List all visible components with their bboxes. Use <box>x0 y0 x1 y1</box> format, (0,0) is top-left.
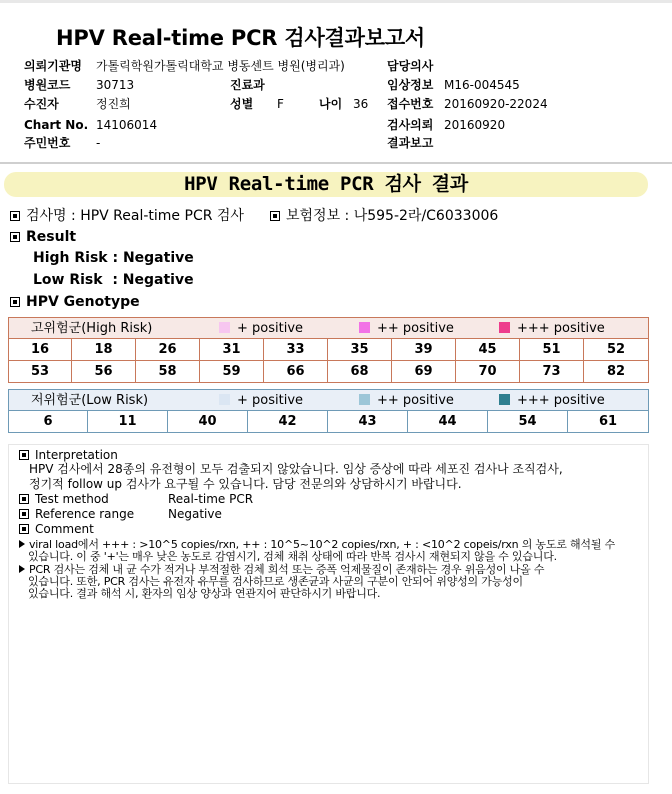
chart-no-value: 14106014 <box>96 118 158 132</box>
genotype-cell: 31 <box>200 339 264 361</box>
legend-plus-plus: ++ positive <box>359 320 454 337</box>
test-name-line: 검사명 : HPV Real-time PCR 검사 <box>10 208 244 225</box>
genotype-cell: 40 <box>168 411 248 433</box>
genotype-cell: 6 <box>8 411 88 433</box>
high-risk-row-2 <box>8 361 649 383</box>
genotype-cell: 42 <box>248 411 328 433</box>
test-method-value: Real-time PCR <box>168 492 254 506</box>
legend-plus: + positive <box>219 320 303 337</box>
request-date-label: 검사의뢰 <box>387 118 434 132</box>
low-risk-label: 저위험군(Low Risk) <box>31 393 149 408</box>
genotype-cell: 68 <box>328 361 392 383</box>
square-bullet-icon <box>19 524 29 534</box>
comment-label: Comment <box>19 522 94 536</box>
comment-note-2a: PCR 검사는 검체 내 균 수가 적거나 부적절한 검체 희석 또는 증폭 억제물질이 존재하는 경우 위음성이 나올 수 <box>19 564 544 575</box>
result-banner <box>4 172 648 197</box>
legend-swatch <box>499 322 510 333</box>
genotype-cell: 69 <box>392 361 456 383</box>
genotype-cell: 82 <box>584 361 649 383</box>
sex-value: F <box>277 97 284 111</box>
genotype-cell: 56 <box>72 361 136 383</box>
high-risk-label: 고위험군(High Risk) <box>31 321 153 336</box>
hospital-code-value: 30713 <box>96 78 135 92</box>
square-bullet-icon <box>19 494 29 504</box>
legend-swatch <box>219 322 230 333</box>
square-bullet-icon <box>10 297 20 307</box>
high-risk-result: High Risk : Negative <box>33 250 194 266</box>
comment-note-2c: 있습니다. 결과 해석 시, 환자의 임상 양상과 연관지어 판단하시기 바랍니다. <box>28 587 381 600</box>
legend-swatch <box>499 394 510 405</box>
genotype-cell: 18 <box>72 339 136 361</box>
low-risk-result: Low Risk : Negative <box>33 272 194 288</box>
hospital-code-label: 병원코드 <box>24 78 71 92</box>
resident-no-value: - <box>96 136 101 150</box>
legend-plus-plus-plus: +++ positive <box>499 392 605 409</box>
genotype-cell: 39 <box>392 339 456 361</box>
sex-label: 성별 <box>230 97 254 111</box>
interpretation-text-1: HPV 검사에서 28종의 유전형이 모두 검출되지 않았습니다. 임상 증상에 따라 세포진 검사나 조직검사, <box>29 462 563 476</box>
genotype-cell: 44 <box>408 411 488 433</box>
high-risk-row-1 <box>8 339 649 361</box>
triangle-bullet-icon <box>19 565 25 573</box>
square-bullet-icon <box>270 211 280 221</box>
legend-plus-plus: ++ positive <box>359 392 454 409</box>
report-title: HPV Real-time PCR 검사결과보고서 <box>56 26 425 50</box>
department-label: 진료과 <box>230 78 265 92</box>
header-divider <box>0 162 672 164</box>
institution-value: 가톨릭학원가톨릭대학교 병동센트 병원(병리과) <box>96 59 345 73</box>
square-bullet-icon <box>10 232 20 242</box>
genotype-cell: 61 <box>568 411 649 433</box>
result-heading: Result <box>10 229 76 246</box>
legend-swatch <box>359 322 370 333</box>
legend-plus: + positive <box>219 392 303 409</box>
comment-note-2b: 있습니다. 또한, PCR 검사는 유전자 유무를 검사하므로 생존균과 사균의 구분이 안되어 위양성의 가능성이 <box>28 575 523 588</box>
low-risk-row-1 <box>8 411 649 433</box>
genotype-cell: 35 <box>328 339 392 361</box>
genotype-cell: 59 <box>200 361 264 383</box>
genotype-cell: 51 <box>520 339 584 361</box>
genotype-cell: 45 <box>456 339 520 361</box>
chart-no-label: Chart No. <box>24 118 89 132</box>
square-bullet-icon <box>19 450 29 460</box>
patient-value: 정진희 <box>96 97 131 111</box>
comment-note-1b: 있습니다. 이 중 '+'는 매우 낮은 농도로 감염시기, 검체 채취 상태에 따라 반복 검사시 재현되지 않을 수 있습니다. <box>28 550 557 563</box>
genotype-cell: 11 <box>88 411 168 433</box>
genotype-cell: 43 <box>328 411 408 433</box>
interpretation-text-2: 정기적 follow up 검사가 요구될 수 있습니다. 담당 전문의와 상담하시기 바랍니다. <box>29 477 462 491</box>
institution-label: 의뢰기관명 <box>24 59 82 73</box>
interpretation-heading: Interpretation <box>19 448 118 462</box>
clinical-info-value: M16-004545 <box>444 78 520 92</box>
receipt-no-value: 20160920-22024 <box>444 97 548 111</box>
patient-label: 수진자 <box>24 97 59 111</box>
square-bullet-icon <box>19 509 29 519</box>
insurance-line: 보험정보 : 나595-2라/C6033006 <box>270 208 498 225</box>
top-rule <box>0 0 672 3</box>
genotype-cell: 66 <box>264 361 328 383</box>
reference-range-label: Reference range <box>19 507 134 521</box>
doctor-label: 담당의사 <box>387 59 434 73</box>
request-date-value: 20160920 <box>444 118 506 132</box>
genotype-cell: 53 <box>8 361 72 383</box>
test-method-label: Test method <box>19 492 109 506</box>
genotype-cell: 33 <box>264 339 328 361</box>
genotype-cell: 26 <box>136 339 200 361</box>
square-bullet-icon <box>10 211 20 221</box>
triangle-bullet-icon <box>19 540 25 548</box>
receipt-no-label: 접수번호 <box>387 97 434 111</box>
clinical-info-label: 임상정보 <box>387 78 434 92</box>
reference-range-value: Negative <box>168 507 222 521</box>
comment-note-1a: viral load에서 +++ : >10^5 copies/rxn, ++ : 10^5~10^2 copies/rxn, + : <10^2 copeis/rxn 의 농도로 해석될 수 <box>19 539 615 550</box>
genotype-cell: 58 <box>136 361 200 383</box>
age-value: 36 <box>353 97 369 111</box>
genotype-cell: 70 <box>456 361 520 383</box>
interpretation-box <box>8 444 649 784</box>
result-title: HPV Real-time PCR 검사 결과 <box>184 173 468 195</box>
legend-plus-plus-plus: +++ positive <box>499 320 605 337</box>
genotype-cell: 52 <box>584 339 649 361</box>
genotype-cell: 54 <box>488 411 568 433</box>
high-risk-header <box>8 317 649 339</box>
genotype-heading: HPV Genotype <box>10 294 140 311</box>
patient-header <box>0 50 672 162</box>
age-label: 나이 <box>319 97 343 111</box>
result-report-label: 결과보고 <box>387 136 434 150</box>
genotype-cell: 16 <box>8 339 72 361</box>
legend-swatch <box>219 394 230 405</box>
genotype-cell: 73 <box>520 361 584 383</box>
resident-no-label: 주민번호 <box>24 136 71 150</box>
legend-swatch <box>359 394 370 405</box>
low-risk-header <box>8 389 649 411</box>
